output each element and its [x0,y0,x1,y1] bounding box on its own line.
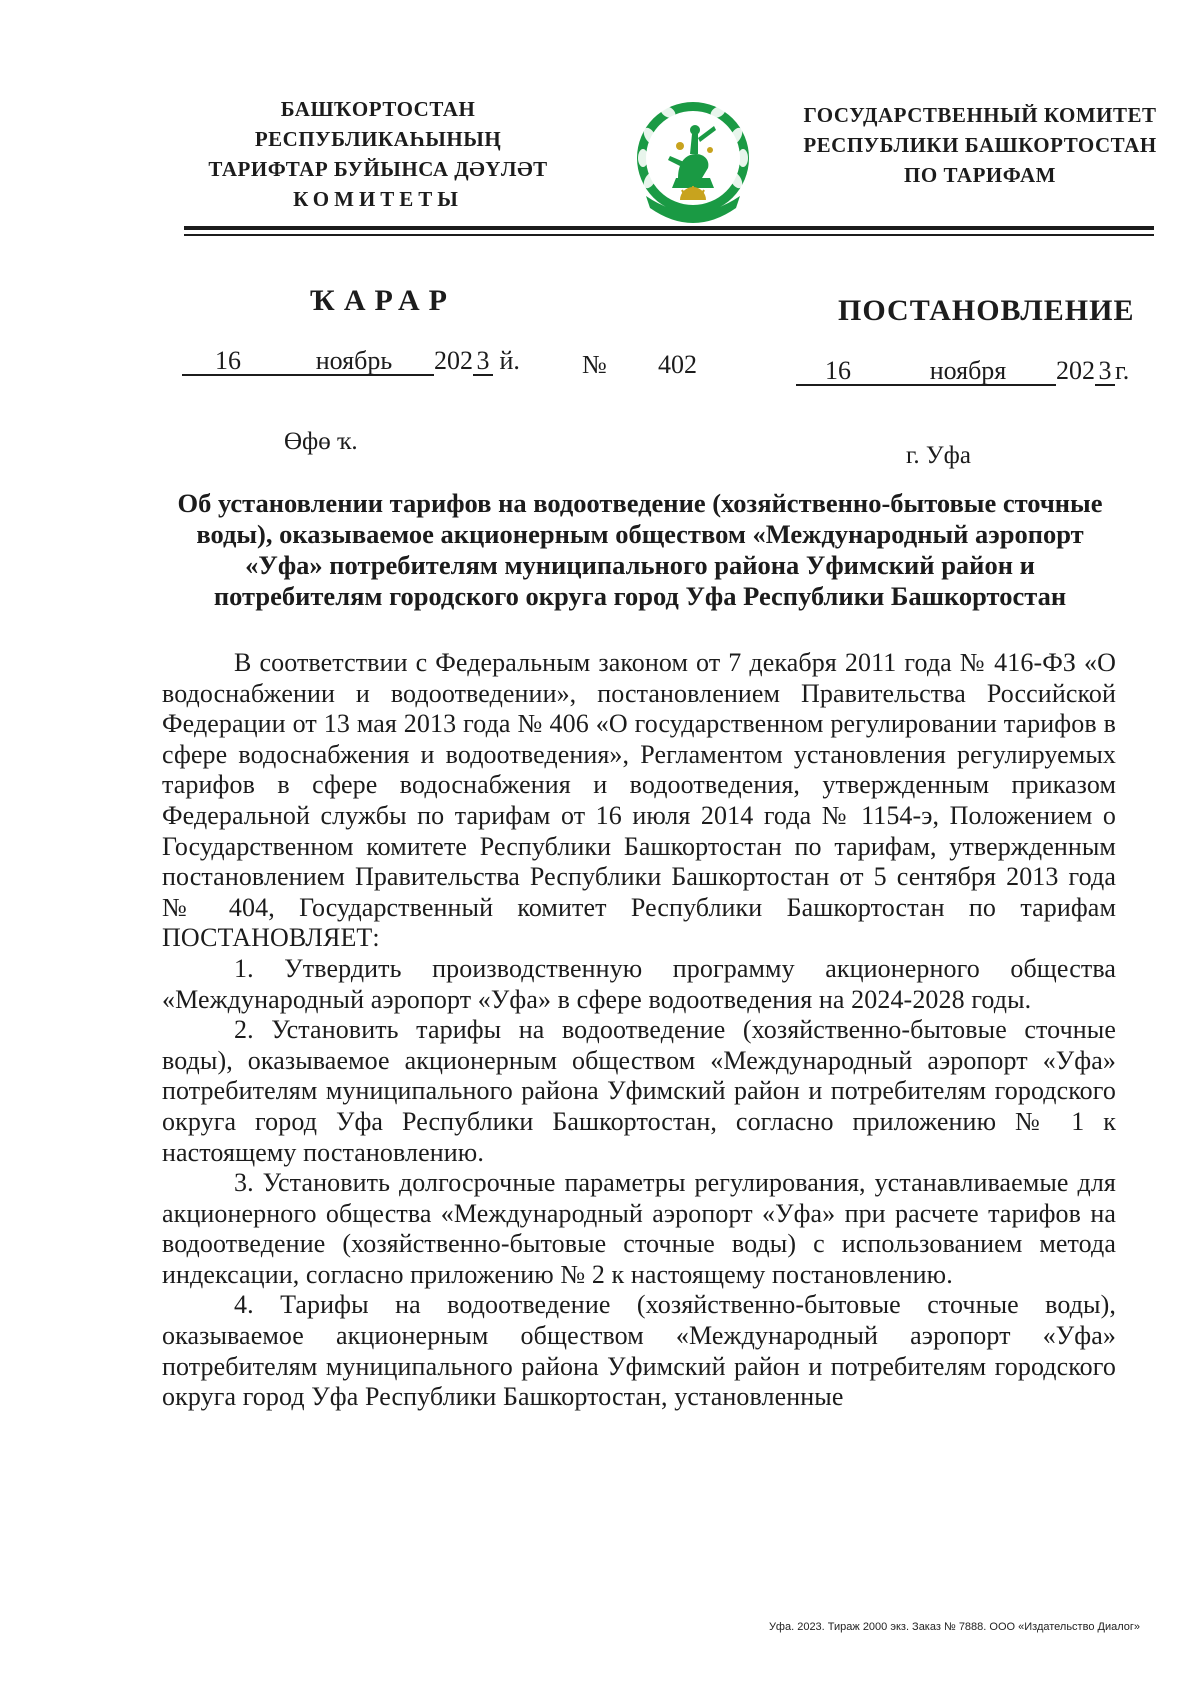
print-footer: Уфа. 2023. Тираж 2000 экз. Заказ № 7888. ООО «Издательство Диалог» [768,1621,1140,1633]
date-left-month: ноябрь [274,348,434,376]
paragraph-item-4: 4. Тарифы на водоотведение (хозяйственно-бытовые сточные воды), оказываемое акционерным обществом «Международный аэропорт «Уфа» потребителям муниципального района Уфимский район и потребителям городского округа город Уфа Республики Башкортостан, установленные [162,1290,1116,1412]
header-left-line-3: КОМИТЕТЫ [293,187,463,211]
header-right-russian [790,100,1170,190]
date-left-year-digit: 3 [473,348,493,376]
date-right-suffix: г. [1115,356,1130,385]
header-right-line-2: РЕСПУБЛИКИ БАШКОРТОСТАН [803,133,1157,157]
date-left-day: 16 [182,348,274,376]
number-value: 402 [658,350,697,379]
date-left-year-prefix: 202 [434,346,473,375]
date-right [796,356,1129,386]
date-right-year-digit: 3 [1095,358,1115,386]
date-right-year-prefix: 202 [1056,356,1095,385]
header-right-line-1: ГОСУДАРСТВЕННЫЙ КОМИТЕТ [803,103,1157,127]
document-body [162,648,1116,1413]
date-right-month: ноября [880,358,1056,386]
paragraph-item-3: 3. Установить долгосрочные параметры регулирования, устанавливаемые для акционерного общества «Международный аэропорт «Уфа» при расчете тарифов на водоотведение (хозяйственно-бытовые сточные воды) с использованием метода индексации, согласно приложению № 2 к настоящему постановлению. [162,1168,1116,1289]
paragraph-item-2: 2. Установить тарифы на водоотведение (хозяйственно-бытовые сточные воды), оказываемое акционерным обществом «Международный аэропорт «Уфа» потребителям муниципального района Уфимский район и потребителям городского округа город Уфа Республики Башкортостан, согласно приложению № 1 к настоящему постановлению. [162,1015,1116,1167]
coat-of-arms-icon [628,96,758,236]
header-right-line-3: ПО ТАРИФАМ [904,163,1056,187]
header-divider-thin [184,234,1154,236]
header-left-line-1: БАШҠОРТОСТАН РЕСПУБЛИКАҺЫНЫҢ [254,97,502,151]
paragraph-preamble: В соответствии с Федеральным законом от 7 декабря 2011 года № 416-ФЗ «О водоснабжении и водоотведении», постановлением Правительства Российской Федерации от 13 мая 2013 года № 406 «О государственном регулировании тарифов в сфере водоснабжения и водоотведения», Регламентом установления регулируемых тарифов в сфере водоснабжения и водоотведения, утвержденным приказом Федеральной службы по тарифам от 16 июля 2014 года № 1154-э, Положением о Государственном комитете Республики Башкортостан по тарифам, утвержденным постановлением Правительства Республики Башкортостан от 5 сентября 2013 года № 404, Государственный комитет Республики Башкортостан по тарифам ПОСТАНОВЛЯЕТ: [162,648,1116,953]
header-left-line-2: ТАРИФТАР БУЙЫНСА ДӘҮЛӘТ [208,157,548,181]
header-divider-thick [184,226,1154,230]
date-left-suffix: й. [499,346,520,375]
place-left: Өфө ҡ. [284,428,358,455]
date-right-day: 16 [796,358,880,386]
document-heading: Об установлении тарифов на водоотведение (хозяйственно-бытовые сточные воды), оказываемое акционерным обществом «Международный аэропорт «Уфа» потребителям муниципального района Уфимский район и потребителям городского округа город Уфа Республики Башкортостан [177,488,1103,611]
date-left [182,346,520,376]
number-sign: № [582,350,607,379]
paragraph-item-1: 1. Утвердить производственную программу акционерного общества «Международный аэропорт «Уфа» в сфере водоотведения на 2024-2028 годы. [162,953,1116,1014]
title-postanovlenie: ПОСТАНОВЛЕНИЕ [838,294,1135,327]
place-right: г. Уфа [906,442,971,469]
title-karar: ҠАРАР [310,284,457,317]
header-left-bashkir [168,94,588,214]
